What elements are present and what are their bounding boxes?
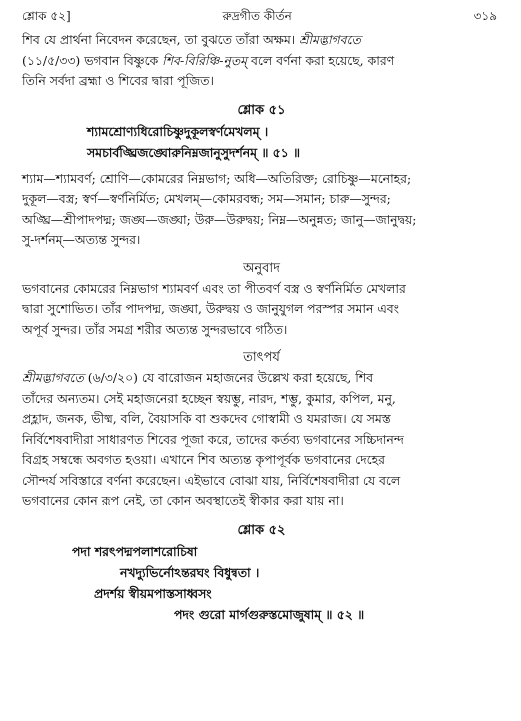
purport-heading: তাৎপর্য: [243, 350, 280, 365]
verse-51-heading: শ্লোক ৫১: [237, 102, 286, 118]
running-head-verse: শ্লোক ৫২]: [22, 9, 71, 23]
translation-line-2: দ্বারা সুশোভিত। তাঁর পাদপদ্ম, জঙ্ঘা, উরুদ্বয় ও জানুযুগল পরস্পর সমান এবং: [22, 301, 400, 316]
purport-line-5: বিগ্রহ সম্বন্ধে অবগত হওয়া। এখানে শিব অত্যন্ত কৃপাপূর্বক ভগবানের দেহের: [22, 452, 385, 467]
purport-line-4: নির্বিশেষবাদীরা সাধারণত শিবের পূজা করে, তাদের কর্তব্য ভগবানের সচ্চিদানন্দ: [22, 431, 404, 447]
purport-line-7: ভগবানের কোন রূপ নেই, তা কোন অবস্থাতেই স্বীকার করা যায় না।: [22, 493, 344, 508]
scripture-reference: শ্রীমদ্ভাগবতে: [299, 32, 361, 47]
page-number: ৩১৯: [473, 9, 497, 23]
synonyms-line-3: অঙ্ঘ্রি—শ্রীপাদপদ্ম; জঙ্ঘ—জঙ্ঘা; উরু—উরুদ্বয়; নিম্ন—অনুন্নত; জানু—জানুদ্বয়;: [22, 211, 417, 227]
verse-52-line-3: প্রদর্শয় স্বীয়মপাস্তসাধ্বসং: [94, 585, 212, 601]
translation-heading: অনুবাদ: [243, 260, 280, 276]
verse-51-line-1: শ্যামশ্রোণ্যধিরোচিষ্ণুদুকূলস্বর্ণমেখলম্ ।: [87, 123, 269, 139]
intro-line-3: তিনি সর্বদা ব্রহ্মা ও শিবের দ্বারা পূজিত।: [22, 73, 214, 88]
running-head: [22, 8, 501, 30]
verse-52-line-1: পদা শরৎপদ্মপলাশরোচিষা: [72, 543, 198, 559]
verse-52-line-4: পদং গুরো মার্গগুরুস্তমোজুষাম্ ॥ ৫২ ॥: [174, 606, 365, 622]
verse-52-heading: শ্লোক ৫২: [237, 522, 286, 538]
synonyms-line-2: দুকূল—বস্ত্র; স্বর্ণ—স্বর্ণনির্মিত; মেখলম্—কোমরবন্ধ; সম—সমান; চারু—সুন্দর;: [22, 191, 391, 206]
synonyms-line-4: সু-দর্শনম্—অত্যন্ত সুন্দর।: [22, 232, 141, 247]
translation-line-3: অপূর্ব সুন্দর। তাঁর সমগ্র শরীর অত্যন্ত সুন্দরভাবে গঠিত।: [22, 321, 288, 337]
epithet: শিব-বিরিঞ্চি-নুতম্: [162, 52, 248, 68]
intro-line-2: (১১/৫/৩৩) ভগবান বিষ্ণুকে শিব-বিরিঞ্চি-নুতম্ বলে বর্ণনা করা হয়েছে, কারণ: [22, 52, 395, 68]
verse-51-purport: [22, 368, 501, 512]
synonyms-line-1: শ্যাম—শ্যামবর্ণ; শ্রোণি—কোমরের নিম্নভাগ; অধি—অতিরিক্ত; রোচিষ্ণু—মনোহর;: [22, 170, 412, 186]
verse-52-text: [22, 541, 501, 625]
running-head-chapter-title: রুদ্রগীত কীর্তন: [222, 9, 292, 23]
translation-line-1: ভগবানের কোমরের নিম্নভাগ শ্যামবর্ণ এবং তা পীতবর্ণ বস্ত্র ও স্বর্ণনির্মিত মেখলার: [22, 280, 406, 296]
verse-52-line-2: নখদ্যুভির্নোঽন্তরঘং বিধুন্বতা ।: [120, 564, 260, 580]
verse-51-line-2: সমচার্বঙ্ঘ্রিজঙ্ঘোরুনিম্নজানুসুদর্শনম্ ॥ ৫১ ॥: [87, 144, 301, 160]
intro-paragraph: [22, 30, 501, 92]
purport-line-6: সৌন্দর্য সবিস্তারে বর্ণনা করেছেন। এইভাবে বোঝা যায়, নির্বিশেষবাদীরা যে বলে: [22, 472, 401, 488]
purport-line-2: তাঁদের অন্যতম। সেই মহাজনেরা হচ্ছেন স্বয়ম্ভু, নারদ, শম্ভু, কুমার, কপিল, মনু,: [22, 390, 396, 406]
verse-51-synonyms: [22, 169, 501, 251]
purport-line-1: শ্রীমদ্ভাগবতে (৬/৩/২০) যে বারোজন মহাজনের উল্লেখ করা হয়েছে, শিব: [22, 370, 373, 385]
scripture-reference: শ্রীমদ্ভাগবতে: [22, 370, 84, 385]
verse-51-translation: [22, 279, 501, 341]
verse-51-text: [22, 121, 501, 163]
purport-line-3: প্রহ্লাদ, জনক, ভীষ্ম, বলি, বৈয়াসকি বা শুকদেব গোস্বামী ও যমরাজ। যে সমস্ত: [22, 411, 391, 426]
intro-line-1: শিব যে প্রার্থনা নিবেদন করেছেন, তা বুঝতে তাঁরা অক্ষম। শ্রীমদ্ভাগবতে: [22, 32, 361, 47]
